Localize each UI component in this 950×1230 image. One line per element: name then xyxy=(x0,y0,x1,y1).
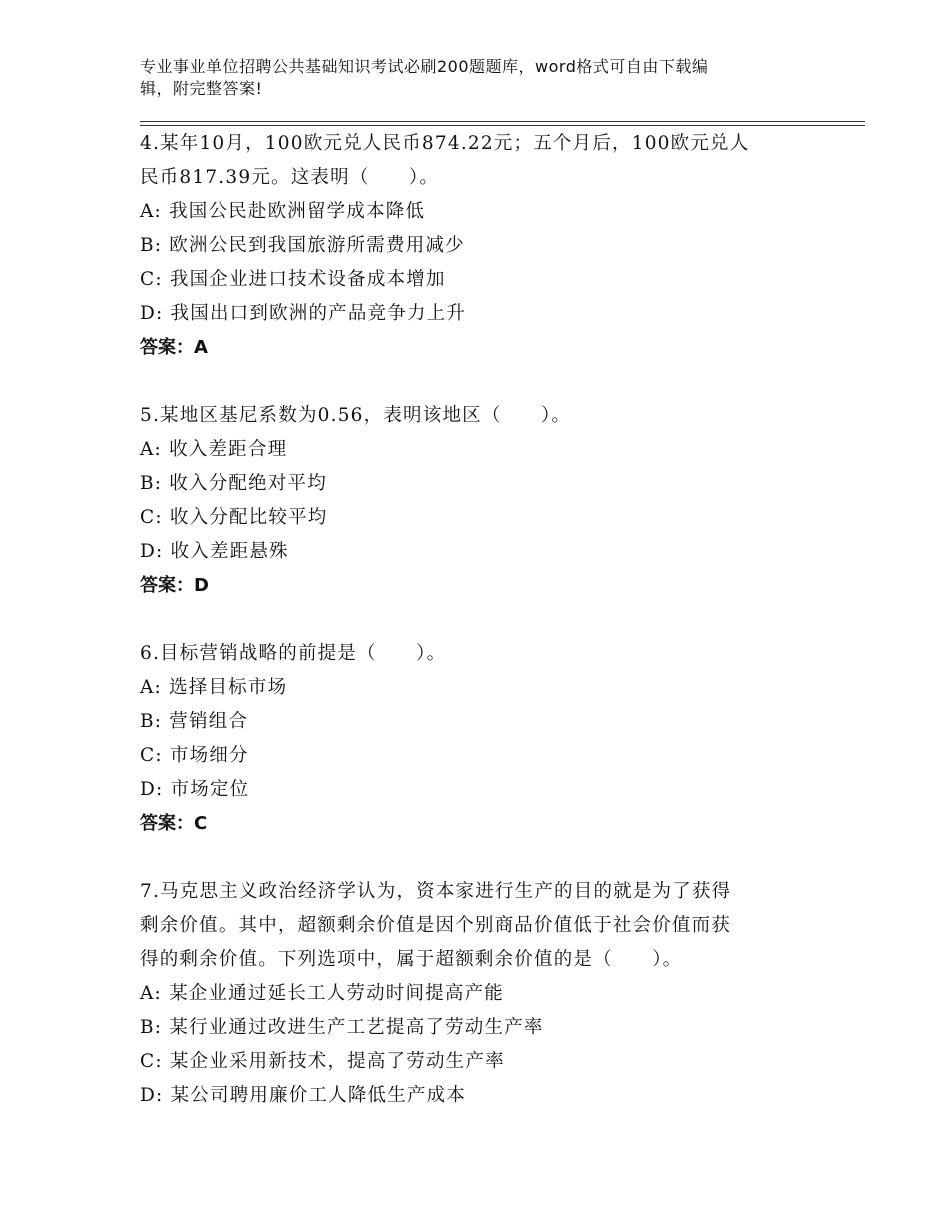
question-stem-line: 6.目标营销战略的前提是（ ）。 xyxy=(140,643,447,664)
question-6 xyxy=(140,637,820,841)
question-stem-line: 剩余价值。其中，超额剩余价值是因个别商品价值低于社会价值而获 xyxy=(140,915,732,936)
question-4 xyxy=(140,127,820,365)
header-divider-bottom xyxy=(140,125,865,126)
option-b: B: 某行业通过改进生产工艺提高了劳动生产率 xyxy=(140,1017,544,1038)
question-7 xyxy=(140,875,820,1113)
option-c: C: 市场细分 xyxy=(140,745,249,766)
option-c: C: 收入分配比较平均 xyxy=(140,507,328,528)
answer-line: 答案：D xyxy=(140,575,209,596)
option-a: A: 我国公民赴欧洲留学成本降低 xyxy=(140,201,426,222)
question-stem-line: 4.某年10月，100欧元兑人民币874.22元；五个月后，100欧元兑人 xyxy=(140,133,750,154)
question-list xyxy=(140,127,820,1113)
question-5 xyxy=(140,399,820,603)
header-line-1: 专业事业单位招聘公共基础知识考试必刷200题题库，word格式可自由下载编 xyxy=(140,57,709,76)
option-c: C: 某企业采用新技术，提高了劳动生产率 xyxy=(140,1051,505,1072)
option-d: D: 某公司聘用廉价工人降低生产成本 xyxy=(140,1085,467,1106)
option-d: D: 市场定位 xyxy=(140,779,250,800)
option-a: A: 选择目标市场 xyxy=(140,677,288,698)
option-d: D: 我国出口到欧洲的产品竞争力上升 xyxy=(140,303,467,324)
option-a: A: 收入差距合理 xyxy=(140,439,288,460)
option-a: A: 某企业通过延长工人劳动时间提高产能 xyxy=(140,983,504,1004)
option-b: B: 营销组合 xyxy=(140,711,249,732)
question-spacer xyxy=(140,603,820,637)
option-d: D: 收入差距悬殊 xyxy=(140,541,289,562)
option-b: B: 欧洲公民到我国旅游所需费用减少 xyxy=(140,235,465,256)
question-spacer xyxy=(140,841,820,875)
question-spacer xyxy=(140,365,820,399)
option-b: B: 收入分配绝对平均 xyxy=(140,473,327,494)
question-stem-line: 5.某地区基尼系数为0.56，表明该地区（ ）。 xyxy=(140,405,572,426)
answer-line: 答案：C xyxy=(140,813,208,834)
question-stem-line: 民币817.39元。这表明（ ）。 xyxy=(140,167,440,188)
header-line-2: 辑，附完整答案! xyxy=(140,79,263,98)
header-divider-top xyxy=(140,121,865,122)
document-header xyxy=(140,56,800,100)
question-stem-line: 7.马克思主义政治经济学认为，资本家进行生产的目的就是为了获得 xyxy=(140,881,732,902)
question-stem-line: 得的剩余价值。下列选项中，属于超额剩余价值的是（ ）。 xyxy=(140,949,683,970)
option-c: C: 我国企业进口技术设备成本增加 xyxy=(140,269,446,290)
answer-line: 答案：A xyxy=(140,337,208,358)
